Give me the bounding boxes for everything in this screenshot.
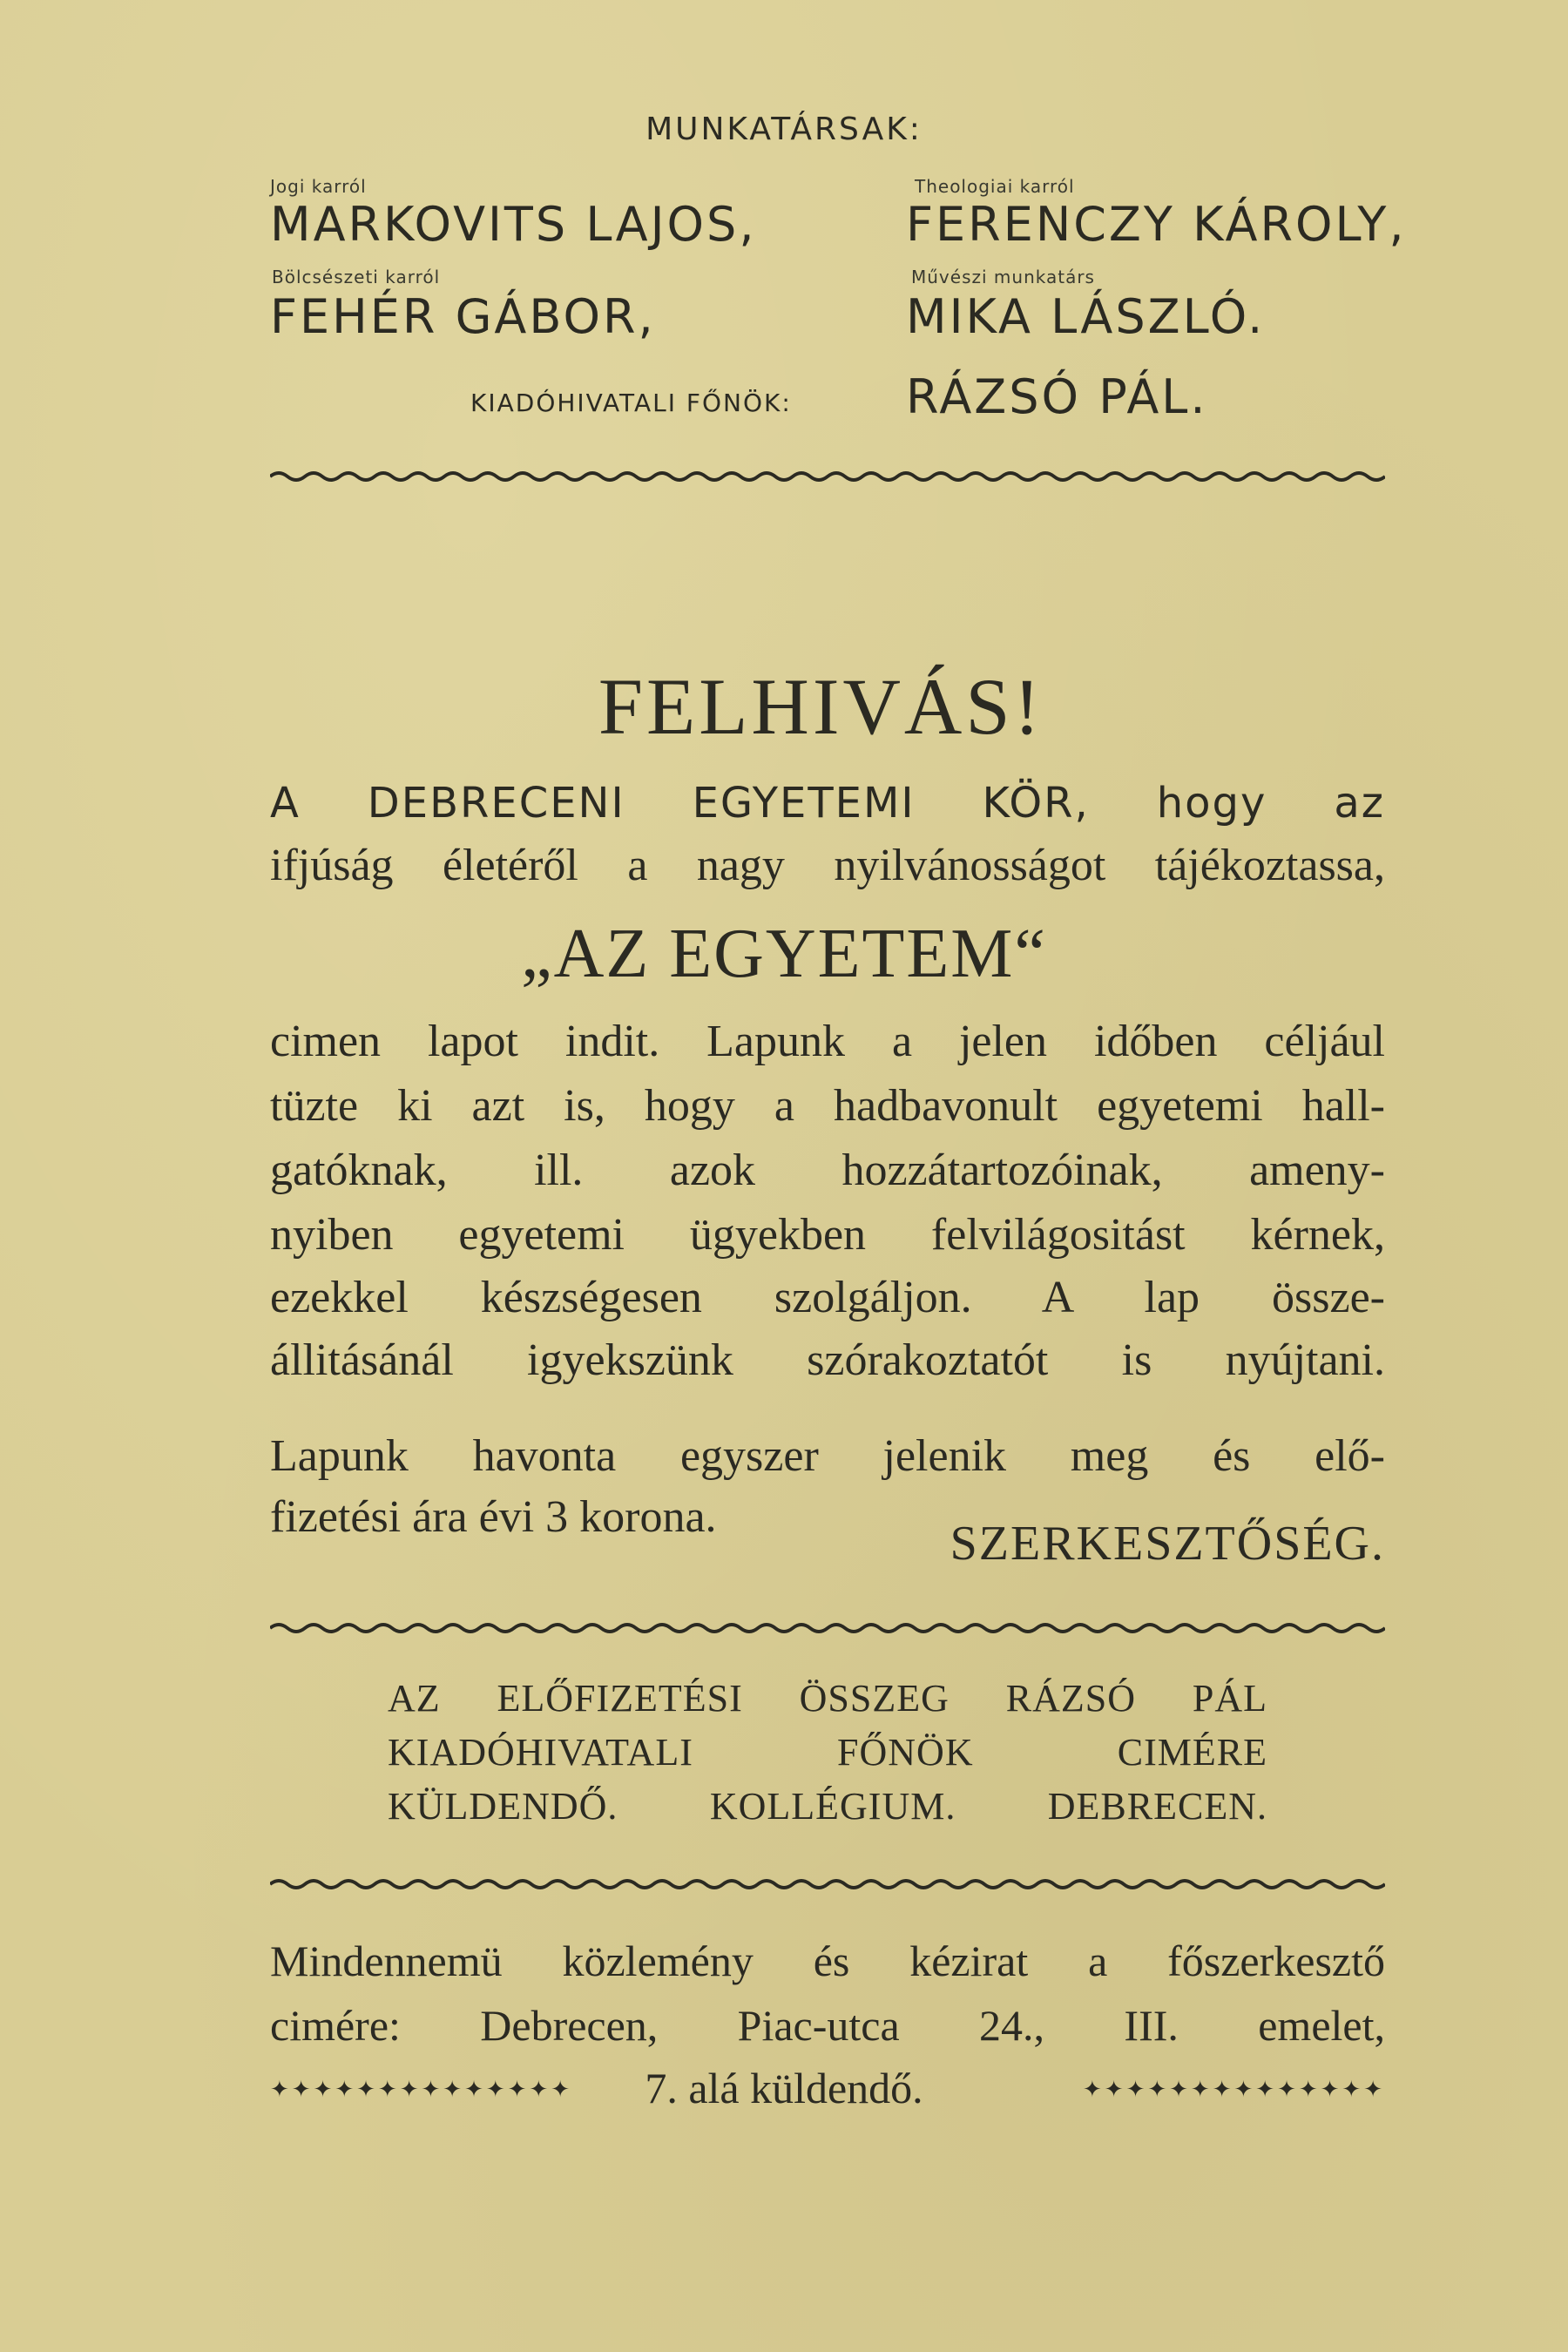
body-line-2: tüzte ki azt is, hogy a hadbavonult egyetemi hall- [270,1081,1385,1131]
staff-title: MUNKATÁRSAK: [645,112,923,147]
ornament-right: ✦✦✦✦✦✦✦✦✦✦✦✦✦✦ [1083,2077,1385,2102]
frequency-line: Lapunk havonta egyszer jelenik meg és elő- [270,1431,1385,1481]
art-role: Művészi munkatárs [911,267,1095,287]
theology-role: Theologiai karról [915,176,1075,197]
subscription-line-3: KÜLDENDŐ. KOLLÉGIUM. DEBRECEN. [388,1785,1267,1828]
publication-title: „AZ EGYETEM“ [521,916,1047,992]
legal-role: Jogi karról [270,176,367,197]
announcement-line-1: A DEBRECENI EGYETEMI KÖR, hogy az [270,779,1385,828]
body-line-1: cimen lapot indit. Lapunk a jelen időben céljául [270,1017,1385,1066]
ornamental-divider [270,1875,1385,1894]
ornamental-divider [270,467,1385,486]
body-line-4: nyiben egyetemi ügyekben felvilágositást kérnek, [270,1210,1385,1260]
ornamental-divider [270,1619,1385,1638]
art-name: MIKA LÁSZLÓ. [906,289,1266,344]
price-line: fizetési ára évi 3 korona. [270,1492,717,1542]
body-line-5: ezekkel készségesen szolgáljon. A lap össze- [270,1273,1385,1322]
philosophy-role: Bölcsészeti karról [272,267,441,287]
publisher-role: KIADÓHIVATALI FŐNÖK: [470,389,792,417]
subscription-line-1: AZ ELŐFIZETÉSI ÖSSZEG RÁZSÓ PÁL [388,1677,1267,1720]
contact-line-2: cimére: Debrecen, Piac-utca 24., III. emelet, [270,2001,1385,2050]
body-line-6: állitásánál igyekszünk szórakoztatót is nyújtani. [270,1335,1385,1385]
publisher-name: RÁZSÓ PÁL. [906,369,1208,424]
ornament-left: ✦✦✦✦✦✦✦✦✦✦✦✦✦✦ [270,2077,572,2102]
body-line-3: gatóknak, ill. azok hozzátartozóinak, ameny- [270,1146,1385,1195]
legal-name: MARKOVITS LAJOS, [270,197,757,252]
announcement-line-2: ifjúság életéről a nagy nyilvánosságot tájékoztassa, [270,841,1385,890]
subscription-line-2: KIADÓHIVATALI FŐNÖK CIMÉRE [388,1731,1267,1774]
announcement-heading: FELHIVÁS! [598,662,1044,751]
philosophy-name: FEHÉR GÁBOR, [270,289,656,344]
theology-name: FERENCZY KÁROLY, [906,197,1407,252]
contact-line-3: 7. alá küldendő. [645,2064,923,2112]
editorial-signature: SZERKESZTŐSÉG. [950,1517,1385,1571]
contact-line-1: Mindennemü közlemény és kézirat a főszerkesztő [270,1936,1385,1985]
